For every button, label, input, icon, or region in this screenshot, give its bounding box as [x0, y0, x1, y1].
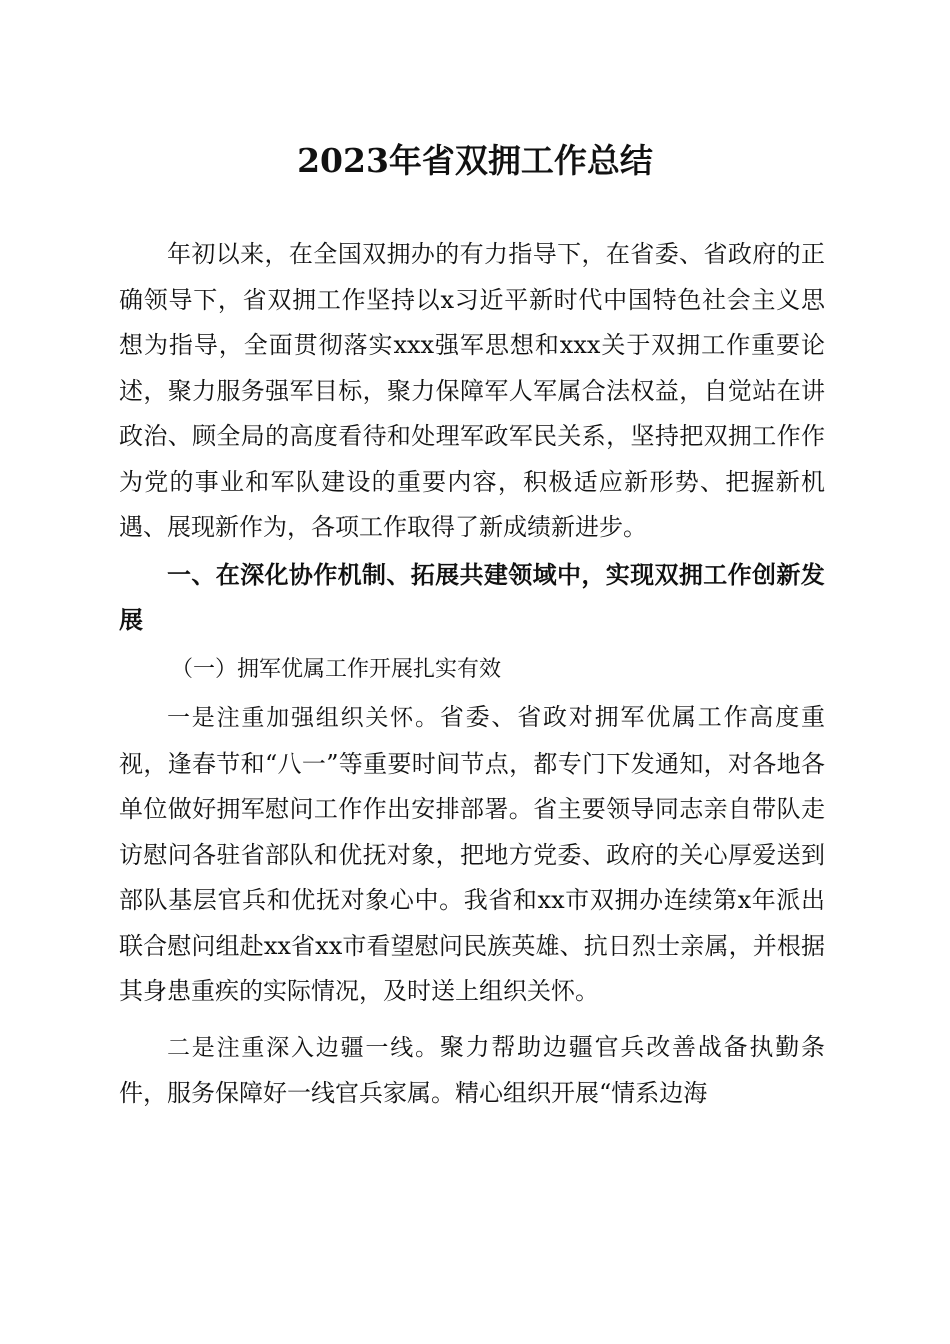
paragraph-text: 聚力帮助边疆官兵改善战备执勤条件，服务保障好一线官兵家属。精心组织开展“情系边海: [119, 1032, 826, 1107]
body-paragraph: [119, 695, 825, 1015]
intro-paragraph: 年初以来，在全国双拥办的有力指导下，在省委、省政府的正确领导下，省双拥工作坚持以x习近平新时代中国特色社会主义思想为指导，全面贯彻落实xxx强军思想和xxx关于双拥工作重要论述，聚力服务强军目标，聚力保障军人军属合法权益，自觉站在讲政治、顾全局的高度看待和处理军政军民关系，坚持把双拥工作作为党的事业和军队建设的重要内容，积极适应新形势、把握新机遇、展现新作为，各项工作取得了新成绩新进步。: [119, 240, 825, 541]
document-body: [119, 232, 825, 1117]
paragraph-lead: 二是注重深入边疆一线。: [167, 1034, 440, 1061]
paragraph-text: 省委、省政对拥军优属工作高度重视，逢春节和“八一”等重要时间节点，都专门下发通知，对各地各单位做好拥军慰问工作作出安排部署。省主要领导同志亲自带队走访慰问各驻省部队和优抚对象，把地方党委、政府的关心厚爱送到部队基层官兵和优抚对象心中。我省和xx市双拥办连续第x年派出联合慰问组赴xx省xx市看望慰问民族英雄、抗日烈士亲属，并根据其身患重疾的实际情况，及时送上组织关怀。: [119, 703, 826, 1005]
paragraph-lead: 一是注重加强组织关怀。: [167, 705, 440, 731]
paragraph-gap: [119, 1015, 825, 1025]
subsection-heading: （一）拥军优属工作开展扎实有效: [171, 656, 502, 682]
body-paragraph: [119, 1025, 825, 1117]
document-title: 2023年省双拥工作总结: [297, 141, 653, 180]
section-heading: 一、在深化协作机制、拓展共建领域中，实现双拥工作创新发展: [119, 560, 825, 634]
